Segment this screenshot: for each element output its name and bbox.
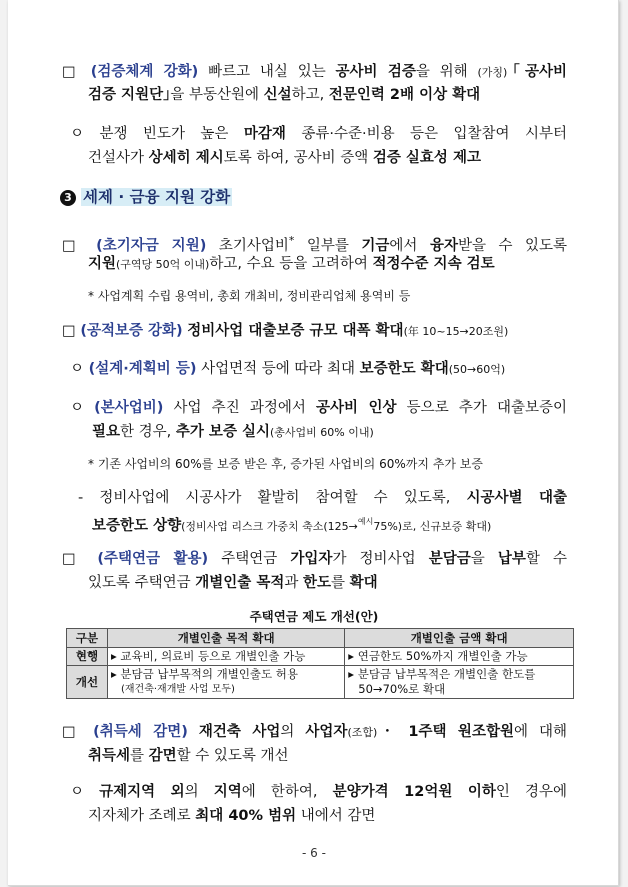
small-text: (정비사업 리스크 가중치 축소(125→: [181, 519, 358, 533]
pension-improvement-table: [66, 628, 574, 699]
bold-text: 정비사업 대출보증 규모 대폭 확대: [187, 323, 404, 339]
bold-text: 최대 40% 범위: [195, 808, 297, 824]
bold-text: 취득세: [88, 748, 131, 764]
table-row: [67, 648, 574, 666]
small-text: (年 10~15→20조원): [403, 325, 509, 338]
text: ･: [377, 724, 409, 740]
footnote-additional-guarantee: * 기존 사업비의 60%를 보증 받은 후, 증가된 사업비의 60%까지 추가 보증: [88, 457, 483, 471]
small-text: (가칭): [477, 66, 508, 79]
section-title: 세제 · 금융 지원 강화: [83, 188, 231, 206]
small-text: (구역당 50억 이내): [116, 258, 210, 271]
text: 일부를: [294, 237, 362, 254]
bold-text: ｢공사비: [507, 64, 567, 80]
text: 초기사업비: [206, 237, 289, 254]
para-acquisition-tax-cont: [88, 746, 289, 766]
text: 을: [470, 551, 498, 567]
lead-label: (설계·계획비 등): [88, 361, 197, 377]
text: 사업면적 등에 따라 최대: [196, 361, 360, 377]
section-number-icon: 3: [60, 190, 76, 206]
dash-bullet: -: [78, 490, 84, 506]
para-public-guarantee: [62, 321, 508, 342]
table-header-row: [67, 629, 574, 648]
text: 하고, 수요 등을 고려하여: [209, 256, 373, 272]
bold-text: 분양가격 12억원 이하: [332, 784, 496, 800]
text: 을 위해: [415, 64, 478, 80]
text: 의: [184, 784, 214, 800]
square-bullet: □: [62, 323, 76, 339]
section-heading: [60, 187, 232, 207]
text: 할 수 있도록 개선: [176, 748, 289, 764]
bold-text: 한도: [303, 575, 332, 591]
lead-label: (취득세 감면): [93, 724, 188, 740]
text: 에서: [389, 237, 430, 254]
small-text: (50→60억): [448, 363, 506, 376]
text: 지자체가 조례로: [88, 808, 196, 824]
text: 인 경우에: [495, 784, 567, 800]
circle-bullet: ㅇ: [70, 361, 85, 377]
text: 분쟁 빈도가 높은: [99, 126, 244, 142]
text: 사업 추진 과정에서: [163, 400, 316, 416]
small-text: 75%)로, 신규보증 확대): [373, 519, 492, 533]
para-initial-funding-cont: [88, 254, 495, 275]
square-bullet: □: [62, 551, 85, 567]
text: 빠르고 내실 있는: [198, 64, 336, 80]
bold-text: 기금: [361, 237, 390, 254]
para-verification-system-cont: [88, 85, 480, 105]
lead-label: (본사업비): [94, 400, 164, 416]
text: 내에서 감면: [296, 808, 376, 824]
bold-text: 검증 실효성 제고: [372, 150, 481, 166]
bold-text: 보증한도 확대: [359, 361, 449, 377]
footnote-initial-cost: * 사업계획 수립 용역비, 총회 개최비, 정비관리업체 용역비 등: [88, 289, 411, 303]
square-bullet: □: [62, 724, 83, 740]
circle-bullet: ㅇ: [70, 400, 85, 416]
bold-text: 확대: [349, 575, 378, 591]
para-contractor-limit: [78, 488, 567, 508]
bold-text: 개별인출 목적: [195, 575, 285, 591]
bold-text: 규제지역 외: [99, 784, 185, 800]
bold-text: 납부: [497, 551, 526, 567]
text: 받을 수 있도록: [457, 237, 567, 254]
small-text: (총사업비 60% 이내): [270, 426, 374, 439]
text: 종류·수준·비용 등은 입찰참여 시부터: [285, 126, 567, 142]
page-number: - 6 -: [302, 846, 326, 860]
para-housing-pension-cont: [88, 573, 378, 593]
bold-text: 융자: [429, 237, 458, 254]
text: 등으로 추가 대출보증이: [396, 400, 567, 416]
lead-label: (공적보증 강화): [80, 323, 183, 339]
bold-text: 상세히 제시: [148, 150, 224, 166]
para-finishing-materials: [70, 124, 567, 144]
square-bullet: □: [62, 64, 81, 80]
table-caption: 주택연금 제도 개선(안): [249, 609, 379, 624]
lead-label: (초기자금 지원): [96, 237, 207, 254]
para-design-cost: [70, 359, 505, 380]
text: 한 경우,: [120, 424, 176, 440]
row-label: 현행: [67, 648, 108, 666]
bold-text: 재건축 사업: [198, 724, 281, 740]
para-contractor-limit-cont: [92, 512, 491, 537]
para-finishing-materials-cont: [88, 148, 481, 168]
lead-label: (검증체계 강화): [90, 64, 199, 80]
bold-text: 사업자: [305, 724, 348, 740]
table-cell: [345, 666, 574, 699]
lead-label: (주택연금 활용): [97, 551, 209, 567]
para-non-regulated-area: [70, 782, 567, 802]
bold-text: 분담금: [428, 551, 471, 567]
text: 있도록 주택연금: [88, 575, 196, 591]
table-row: [67, 666, 574, 699]
bold-text: 1주택 원조합원: [408, 724, 514, 740]
text: 하고,: [291, 87, 329, 103]
bold-text: 추가 보증 실시: [175, 424, 271, 440]
small-text: (조합): [347, 726, 378, 739]
cell-line: ▸ 분담금 납부목적의 개별인출도 허용: [111, 667, 299, 681]
bold-text: 시공사별 대출: [466, 490, 567, 506]
text: 가 정비사업: [332, 551, 429, 567]
cell-line: (재건축·재개발 사업 모두): [121, 684, 235, 695]
bold-text: 필요: [92, 424, 121, 440]
table-header: 개별인출 금액 확대: [345, 629, 574, 648]
bold-text: 적정수준 지속 검토: [372, 256, 495, 272]
bold-text: 전문인력 2배 이상 확대: [328, 87, 481, 103]
para-housing-pension: [62, 549, 567, 569]
text: 에 한하여,: [241, 784, 333, 800]
text: 를: [130, 748, 149, 764]
bold-text: 마감재: [243, 126, 286, 142]
bold-text: 보증한도 상향: [92, 517, 182, 534]
text: 정비사업에 시공사가 활발히 참여할 수 있도록,: [99, 490, 467, 506]
footnote-mark: *: [288, 234, 295, 247]
para-acquisition-tax: [62, 722, 567, 743]
bold-text: 공사비 인상: [315, 400, 397, 416]
bold-text: 가입자: [290, 551, 333, 567]
superscript: 예시: [357, 517, 374, 526]
text: 토록 하여, 공사비 증액: [223, 150, 373, 166]
circle-bullet: ㅇ: [70, 784, 85, 800]
table-cell: ▸ 교육비, 의료비 등으로 개별인출 가능: [108, 648, 345, 666]
text: [188, 724, 199, 740]
bold-text: 신설: [263, 87, 292, 103]
circle-bullet: ㅇ: [70, 126, 85, 142]
square-bullet: □: [62, 237, 84, 254]
bold-text: 지역: [213, 784, 242, 800]
para-main-project-cost: [70, 398, 567, 418]
text: 를: [331, 575, 350, 591]
cell-line: ▸ 분담금 납부목적은 개별인출 한도를: [348, 667, 536, 681]
text: 을 부동산원에: [170, 87, 264, 103]
cell-line: 50→70%로 확대: [358, 682, 446, 696]
bold-text: 공사비 검증: [335, 64, 416, 80]
bold-text: 검증 지원단｣: [88, 87, 171, 103]
table-header: 개별인출 목적 확대: [108, 629, 345, 648]
bold-text: 지원: [88, 256, 117, 272]
text: 주택연금: [208, 551, 291, 567]
para-verification-system: [62, 62, 567, 83]
bold-text: 감면: [148, 748, 177, 764]
text: 과: [284, 575, 303, 591]
para-main-project-cost-cont: [92, 422, 374, 443]
table-header: 구분: [67, 629, 108, 648]
text: 에 대해: [513, 724, 568, 740]
para-non-regulated-area-cont: [88, 806, 375, 826]
table-cell: ▸ 연금한도 50%까지 개별인출 가능: [345, 648, 574, 666]
table-cell: [108, 666, 345, 699]
text: 건설사가: [88, 150, 149, 166]
text: 할 수: [525, 551, 567, 567]
text: 의: [280, 724, 306, 740]
row-label: 개선: [67, 666, 108, 699]
para-initial-funding: [62, 231, 567, 256]
